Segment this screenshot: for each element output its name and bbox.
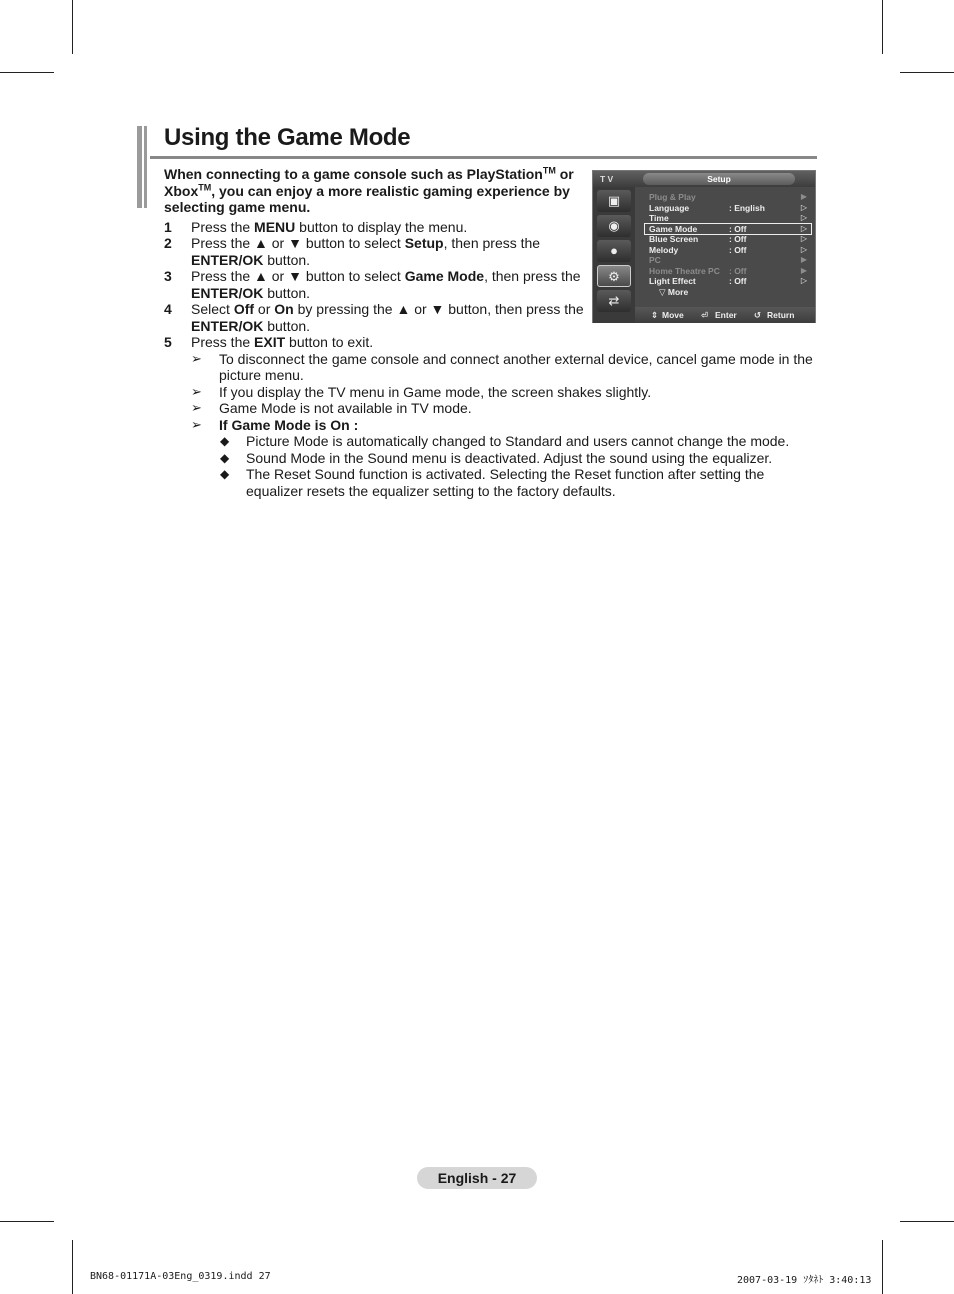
osd-move-label: Move [662,310,684,320]
crop-mark [0,1221,54,1222]
osd-item-value: : Off [729,276,747,286]
page-title: Using the Game Mode [164,124,411,151]
intro-paragraph [164,166,584,216]
step-text: , then press the [443,235,541,251]
tv-setup-menu-screenshot [592,170,816,323]
submenu-arrow-icon: ▷ [800,244,807,254]
note-arrow-icon: ➢ [191,383,202,399]
submenu-arrow-icon: ▷ [800,276,807,285]
step-text: by pressing the ▲ or ▼ button, then press the [293,301,584,317]
submenu-arrow-icon: ▷ [800,234,807,243]
step-text: button. [263,317,311,334]
trademark-mark: TM [542,165,556,176]
setup-icon: ⚙ [597,265,631,287]
osd-enter-label: Enter [715,310,737,320]
submenu-arrow-icon: ▶ [800,265,807,275]
osd-menu-list [645,192,811,297]
crop-mark [72,1240,73,1294]
step-text: Press the [191,334,255,350]
osd-item-value: : Off [729,265,747,276]
osd-item-label: Blue Screen [649,234,699,244]
step-text: button to display the menu. [295,218,468,235]
title-divider [150,156,817,159]
osd-menu-item[interactable] [645,234,811,245]
osd-menu-item[interactable] [645,203,811,214]
enter-icon: ⏎ [701,310,709,320]
intro-text: When connecting to a game console such as PlayStation [164,166,543,182]
diamond-bullet-icon: ◆ [220,467,230,481]
channel-icon: ● [597,240,631,262]
osd-item-label: Language [649,202,690,213]
note-text: To disconnect the game console and connect another external device, cancel game mode in the picture menu. [219,350,813,383]
osd-item-label: Plug & Play [649,192,696,202]
bullet-text: Picture Mode is automatically changed to Standard and users cannot change the mode. [246,433,790,449]
print-slug-date: 2007-03-19 ｿﾀﾈﾄ 3:40:13 [737,1275,872,1286]
picture-icon: ▣ [597,190,631,212]
osd-menu-item[interactable] [645,266,811,277]
osd-menu-item[interactable] [645,192,811,203]
page-number: English - 27 [417,1167,537,1189]
osd-item-value: : English [729,202,765,213]
move-icon: ⇕ [651,310,659,320]
crop-mark [900,1221,954,1222]
osd-item-label: Home Theatre PC [649,265,720,276]
input-icon: ⇄ [597,290,631,312]
step-text: Press the ▲ or ▼ button to select [191,268,405,284]
return-icon: ↺ [754,310,762,320]
osd-menu-title: Setup [643,173,795,185]
bullet-text: The Reset Sound function is activated. Selecting the Reset function after setting the equalizer resets the equalizer setting to the factory defaults. [246,466,765,499]
enter-button-name: ENTER/OK [191,251,264,268]
on-option: On [274,301,294,317]
intro-text: , you can enjoy a more realistic gaming experience by selecting game menu. [164,182,570,215]
note [164,384,819,401]
diamond-bullet-icon: ◆ [220,434,230,448]
off-option: Off [233,301,255,317]
osd-sidebar [593,187,635,323]
diamond-bullet-icon: ◆ [220,450,230,465]
step-text: , then press the [484,268,581,284]
crop-mark [900,72,954,73]
intro-text: or Xbox [164,166,574,199]
note-text: If you display the TV menu in Game mode, the screen shakes slightly. [219,383,652,400]
menu-button-name: MENU [254,218,296,235]
osd-menu-item[interactable] [645,245,811,256]
crop-mark [0,72,54,73]
osd-item-value: : Off [729,223,747,234]
title-accent-bar [137,126,147,208]
step-number: 1 [164,218,172,235]
note [164,400,819,417]
osd-menu-item[interactable] [645,255,811,266]
bullet-item [164,466,816,499]
bullet-text: Sound Mode in the Sound menu is deactivated. Adjust the sound using the equalizer. [246,449,773,466]
osd-item-label: Game Mode [649,223,698,234]
submenu-arrow-icon: ▷ [800,213,807,222]
note-arrow-icon: ➢ [191,400,202,415]
enter-button-name: ENTER/OK [191,284,264,301]
trademark-mark: TM [198,181,212,192]
step-text: button. [263,284,311,301]
note [164,417,819,434]
note-arrow-icon: ➢ [191,416,202,432]
note-text: Game Mode is not available in TV mode. [219,400,472,416]
step-number: 3 [164,268,172,284]
osd-return-label: Return [767,310,795,320]
osd-menu-item[interactable] [645,224,811,235]
step-4 [164,301,586,334]
enter-button-name: ENTER/OK [191,317,264,334]
print-slug-file: BN68-01171A-03Eng_0319.indd 27 [90,1271,271,1282]
submenu-arrow-icon: ▷ [800,202,807,212]
exit-button-name: EXIT [254,334,286,350]
crop-mark [882,0,883,54]
osd-item-label: PC [649,255,661,265]
crop-mark [72,0,73,54]
step-text: Select [191,301,234,317]
bullet-item [164,450,816,467]
game-mode-name: Game Mode [404,268,485,284]
submenu-arrow-icon: ▷ [800,223,807,233]
osd-item-value: : Off [729,244,747,255]
step-5 [164,334,586,351]
step-text: Press the [191,218,255,235]
step-number: 2 [164,235,172,251]
step-number: 5 [164,334,172,350]
crop-mark [882,1240,883,1294]
step-text: Press the ▲ or ▼ button to select [191,235,405,251]
osd-item-label: Time [649,213,669,223]
step-1 [164,219,586,236]
note-heading: If Game Mode is On : [219,416,359,433]
step-number: 4 [164,301,172,317]
step-3 [164,268,586,301]
osd-header [593,171,815,187]
osd-more-item[interactable]: ▽ More [659,286,689,297]
submenu-arrow-icon: ▶ [800,255,807,264]
bullet-item [164,433,816,450]
osd-tv-label: T V [600,174,614,184]
osd-menu-item[interactable] [645,213,811,224]
osd-item-value: : Off [729,234,747,244]
osd-item-label: Melody [649,244,679,255]
note [164,351,819,384]
setup-menu-name: Setup [404,235,444,251]
step-text: or [254,301,275,317]
osd-menu-item[interactable] [645,276,811,287]
osd-item-label: Light Effect [649,276,696,286]
sound-icon: ◉ [597,215,631,237]
note-arrow-icon: ➢ [191,350,202,366]
step-text: button to exit. [285,334,374,350]
step-text: button. [263,251,311,268]
osd-footer [635,307,815,323]
submenu-arrow-icon: ▶ [800,192,807,201]
step-2 [164,235,586,268]
